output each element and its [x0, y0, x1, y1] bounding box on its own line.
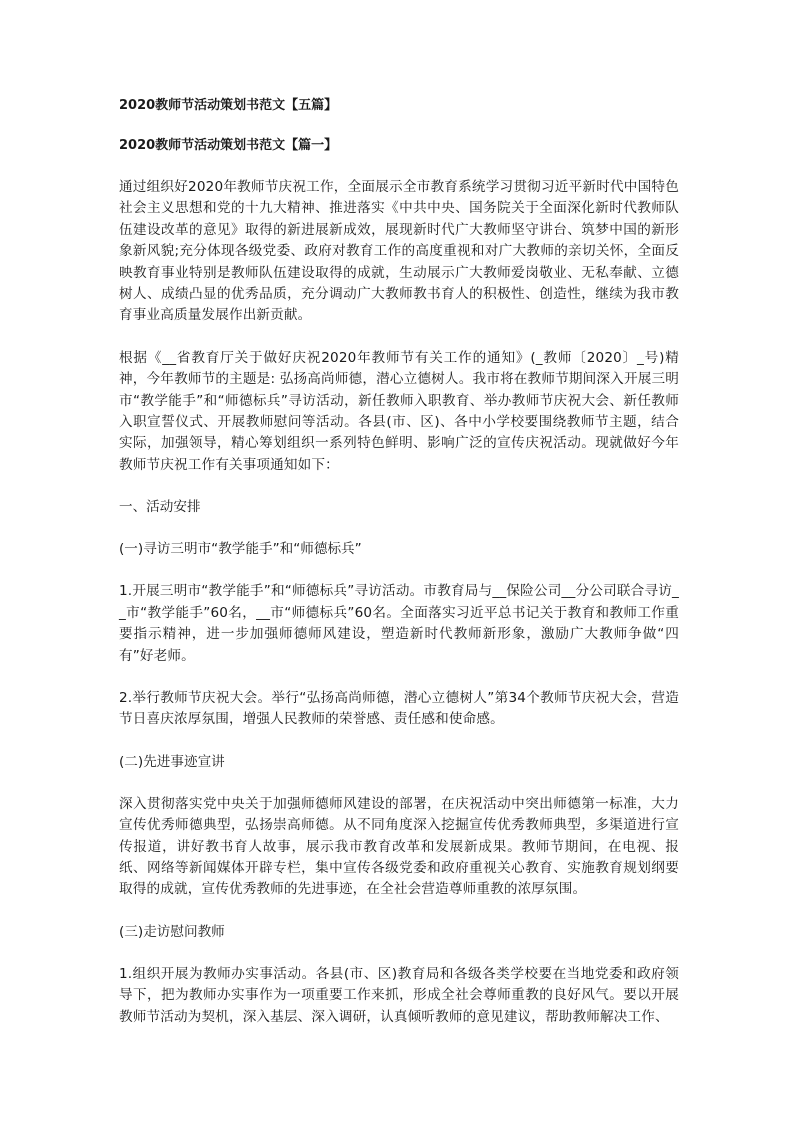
subsection-heading-publicity: (二)先进事迹宣讲	[119, 753, 225, 770]
item-paragraph-2: 深入贯彻落实党中央关于加强师德师风建设的部署，在庆祝活动中突出师德第一标准，大力宣传优秀师德典型，弘扬崇高师德。从不同角度深入挖掘宣传优秀教师典型，多渠道进行宣传报道，讲好教书育人故事，展示我市教育改革和发展新成果。教师节期间，在电视、报纸、网络等新闻媒体开辟专栏，集中宣传各级党委和政府重视关心教育、实施教育规划纲要取得的成就，宣传优秀教师的先进事迹，在全社会营造尊师重教的浓厚氛围。	[119, 795, 679, 898]
subsection-heading-search: (一)寻访三明市“教学能手”和“师德标兵”	[119, 541, 362, 558]
section-heading-activities: 一、活动安排	[119, 499, 201, 516]
item-paragraph-1-2: 2.举行教师节庆祝大会。举行“弘扬高尚师德，潜心立德树人”第34个教师节庆祝大会，营造节日喜庆浓厚氛围，增强人民教师的荣誉感、责任感和使命感。	[119, 689, 679, 728]
item-paragraph-1-1: 1.开展三明市“教学能手”和“师德标兵”寻访活动。市教育局与__保险公司__分公司联合寻访__市“教学能手”60名，__市“师德标兵”60名。全面落实习近平总书记关于教育和教师工作重要指示精神，进一步加强师德师风建设，塑造新时代教师新形象，激励广大教师争做“四有”好老师。	[119, 583, 679, 664]
item-paragraph-3-1: 1.组织开展为教师办实事活动。各县(市、区)教育局和各级各类学校要在当地党委和政府领导下，把为教师办实事作为一项重要工作来抓，形成全社会尊师重教的良好风气。要以开展教师节活动为契机，深入基层、深入调研，认真倾听教师的意见建议，帮助教师解决工作、	[119, 965, 679, 1025]
document-page	[119, 97, 679, 1028]
intro-paragraph: 通过组织好2020年教师节庆祝工作，全面展示全市教育系统学习贯彻习近平新时代中国特色社会主义思想和党的十九大精神、推进落实《中共中央、国务院关于全面深化新时代教师队伍建设改革的意见》取得的新进展新成效，展现新时代广大教师坚守讲台、筑梦中国的新形象新风貌;充分体现各级党委、政府对教育工作的高度重视和对广大教师的亲切关怀，全面反映教育事业特别是教师队伍建设取得的成就，生动展示广大教师爱岗敬业、无私奉献、立德树人、成绩凸显的优秀品质，充分调动广大教师教书育人的积极性、创造性，继续为我市教育事业高质量发展作出新贡献。	[119, 179, 679, 324]
document-subtitle: 2020教师节活动策划书范文【篇一】	[119, 138, 338, 153]
document-title: 2020教师节活动策划书范文【五篇】	[119, 98, 338, 113]
notice-paragraph: 根据《__省教育厅关于做好庆祝2020年教师节有关工作的通知》(_教师〔2020〕_号)精神，今年教师节的主题是: 弘扬高尚师德，潜心立德树人。我市将在教师节期间深入开展三明市“教学能手”和“师德标兵”寻访活动，新任教师入职教育、举办教师节庆祝大会、新任教师入职宣誓仪式、开展教师慰问等活动。各县(市、区)、各中小学校要围绕教师节主题，结合实际，加强领导，精心筹划组织一系列特色鲜明、影响广泛的宣传庆祝活动。现就做好今年教师节庆祝工作有关事项通知如下：	[119, 349, 679, 473]
subsection-heading-visits: (三)走访慰问教师	[119, 923, 225, 940]
